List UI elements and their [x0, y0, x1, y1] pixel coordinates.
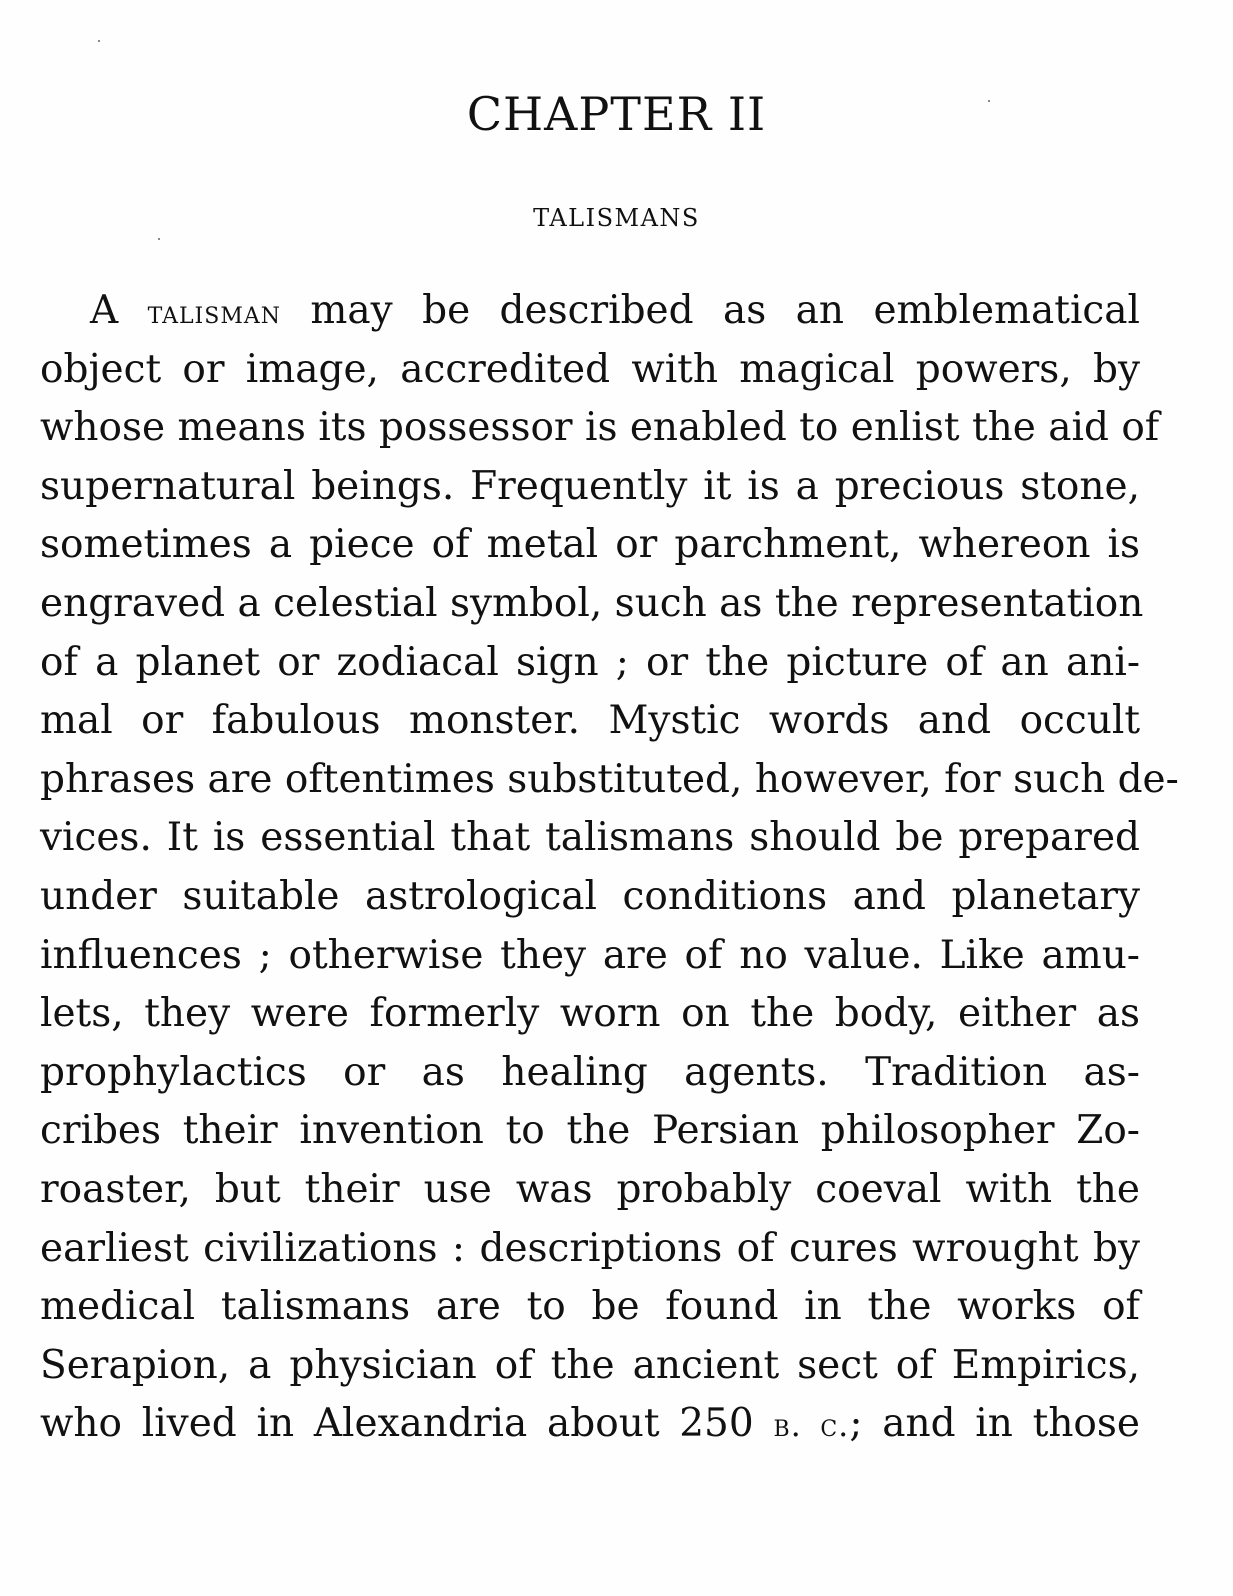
text-line [40, 282, 1140, 341]
text-line: object or image, accredited with magical powers, by [40, 346, 1140, 392]
chapter-heading: CHAPTER II [466, 87, 767, 141]
text-line-rest: may be described as an emblematical [310, 288, 1140, 333]
text-line: mal or fabulous monster. Mystic words and occult [40, 698, 1140, 744]
text-line: vices. It is essential that talismans should be prepared [40, 815, 1140, 861]
text-line [40, 1395, 1140, 1454]
small-caps-era: b. c. [773, 1406, 850, 1445]
text-line: medical talismans are to be found in the works of [40, 1284, 1140, 1330]
text-line-end: ; and in those [849, 1401, 1141, 1447]
small-caps-word: talisman [147, 293, 281, 331]
print-speck [988, 100, 990, 102]
text-line: Serapion, a physician of the ancient sect of Empirics, [40, 1342, 1140, 1388]
text-line: lets, they were formerly worn on the body, either as [40, 991, 1140, 1037]
text-line: cribes their invention to the Persian philosopher Zo- [40, 1108, 1140, 1154]
text-line: under suitable astrological conditions and planetary [40, 873, 1140, 919]
text-line: supernatural beings. Frequently it is a precious stone, [40, 463, 1140, 509]
text-line: phrases are oftentimes substituted, however, for such de- [40, 756, 1179, 802]
text-line-start: who lived in Alexandria about 250 [40, 1401, 754, 1447]
text-line: sometimes a piece of metal or parchment, whereon is [40, 522, 1140, 568]
text-line: influences ; otherwise they are of no value. Like amu- [40, 932, 1140, 978]
section-heading: TALISMANS [533, 204, 700, 232]
body-paragraph [40, 282, 1179, 1454]
text-line: prophylactics or as healing agents. Tradition as- [40, 1049, 1140, 1095]
text-line-lead: A [90, 288, 119, 333]
text-line: whose means its possessor is enabled to enlist the aid of [40, 405, 1160, 451]
text-line: earliest civilizations : descriptions of cures wrought by [40, 1225, 1140, 1271]
text-line: roaster, but their use was probably coeval with the [40, 1166, 1140, 1212]
text-line: engraved a celestial symbol, such as the representation [40, 580, 1144, 626]
print-speck [158, 238, 160, 240]
print-speck [98, 40, 100, 42]
text-line: of a planet or zodiacal sign ; or the picture of an ani- [40, 639, 1140, 685]
